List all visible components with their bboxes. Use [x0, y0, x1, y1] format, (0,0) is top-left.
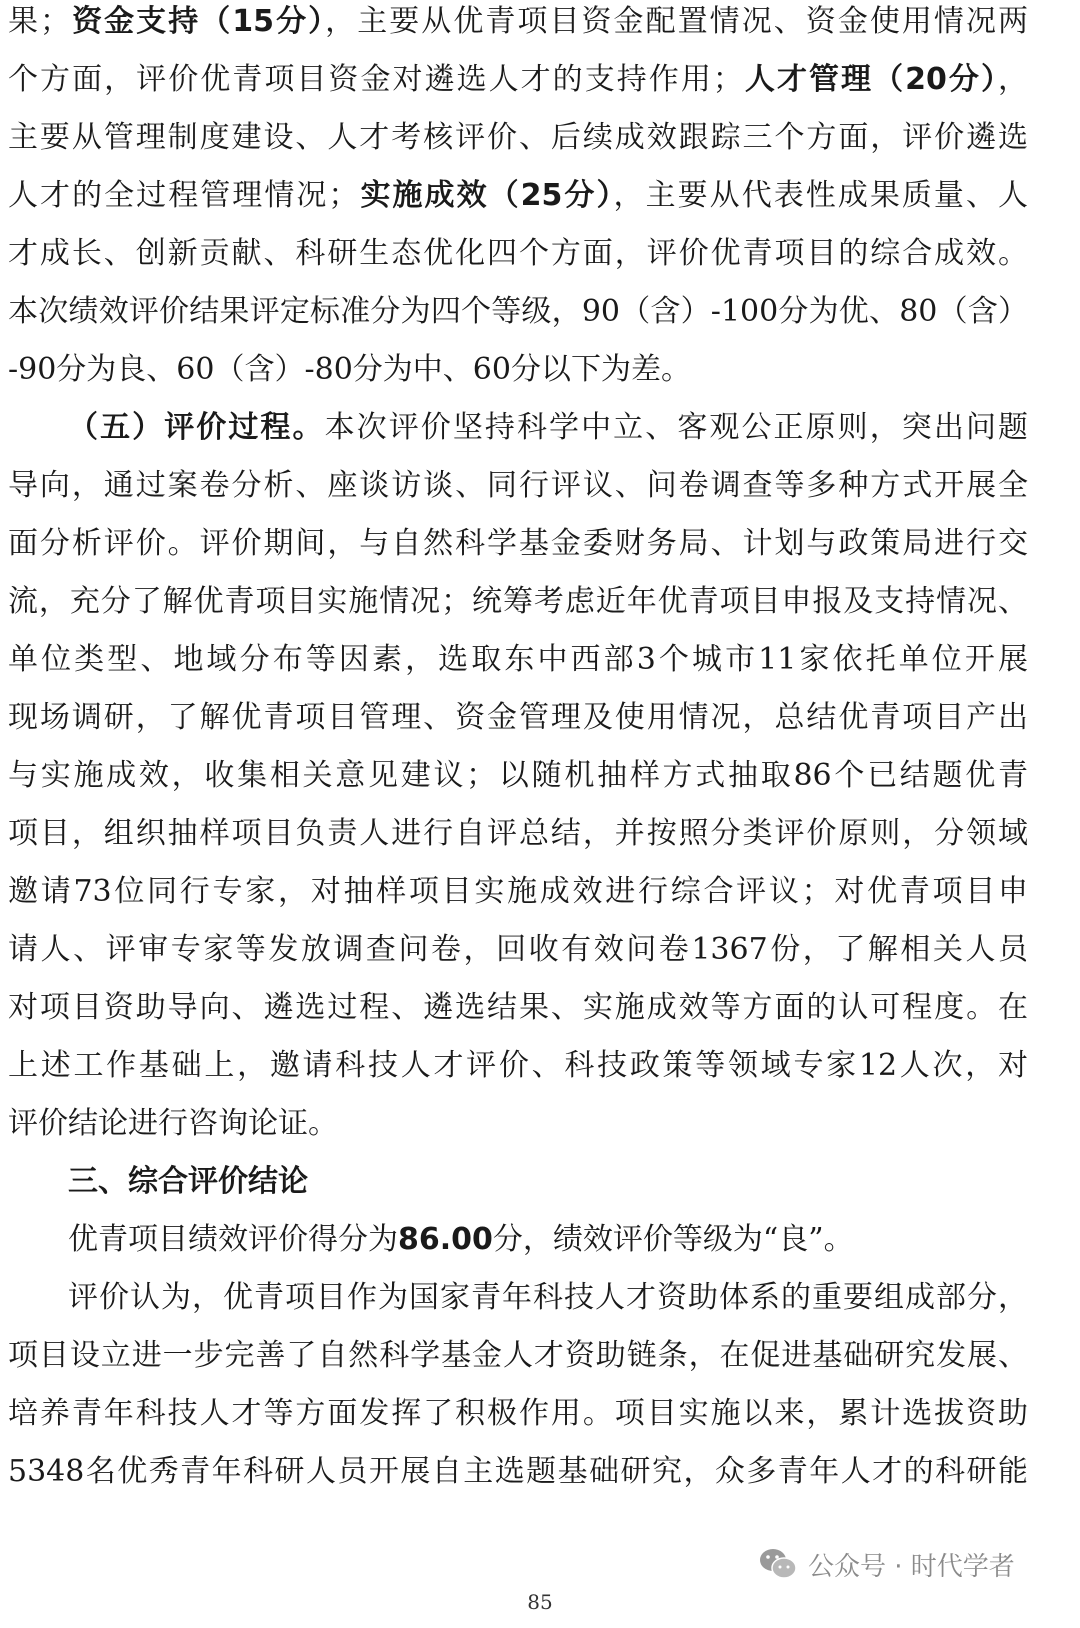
watermark	[758, 1542, 1015, 1586]
bold-text: 86.00	[398, 1222, 493, 1257]
bold-text: 三、综合评价结论	[68, 1164, 308, 1199]
bold-text: 资金支持（15分）	[70, 4, 326, 39]
text-span: 面分析评价。评价期间，与自然科学基金委财务局、计划与政策局进行交	[8, 526, 1028, 561]
text-line	[8, 350, 1028, 390]
text-span: ，主要从代表性成果质量、人	[613, 178, 1029, 213]
text-span: 5348名优秀青年科研人员开展自主选题基础研究，众多青年人才的科研能	[8, 1454, 1028, 1489]
text-span: -90分为良、60（含）-80分为中、60分以下为差。	[8, 352, 691, 387]
text-line	[68, 1278, 1028, 1318]
text-span: 邀请73位同行专家，对抽样项目实施成效进行综合评议；对优青项目申	[8, 874, 1028, 909]
text-span: 分，绩效评价等级为“良”。	[492, 1222, 854, 1257]
bold-text: （五）评价过程。	[68, 410, 325, 445]
text-line	[8, 930, 1028, 970]
text-line	[8, 60, 1028, 100]
text-span: 人才的全过程管理情况；	[8, 178, 359, 213]
text-line	[8, 1104, 1028, 1144]
text-span: 与实施成效，收集相关意见建议；以随机抽样方式抽取86个已结题优青	[8, 758, 1028, 793]
page-number: 85	[527, 1590, 553, 1614]
text-span: 流，充分了解优青项目实施情况；统筹考虑近年优青项目申报及支持情况、	[8, 584, 1028, 619]
text-span: 导向，通过案卷分析、座谈访谈、同行评议、问卷调查等多种方式开展全	[8, 468, 1028, 503]
text-line	[8, 1394, 1028, 1434]
text-line	[68, 408, 1028, 448]
text-span: 果；	[8, 4, 71, 39]
text-line	[8, 292, 1028, 332]
bold-text: 实施成效（25分）	[358, 178, 614, 213]
text-line	[8, 640, 1028, 680]
text-span: 本次绩效评价结果评定标准分为四个等级，90（含）-100分为优、80（含）	[8, 294, 1028, 329]
text-line	[8, 524, 1028, 564]
text-line	[8, 988, 1028, 1028]
text-span: 现场调研，了解优青项目管理、资金管理及使用情况，总结优青项目产出	[8, 700, 1028, 735]
watermark-text: 公众号 · 时代学者	[808, 1551, 1015, 1582]
text-span: 项目设立进一步完善了自然科学基金人才资助链条，在促进基础研究发展、	[8, 1338, 1028, 1373]
text-span: ，	[998, 62, 1029, 97]
text-line	[8, 466, 1028, 506]
text-span: 评价结论进行咨询论证。	[8, 1106, 338, 1141]
text-line	[8, 1336, 1028, 1376]
text-span: 才成长、创新贡献、科研生态优化四个方面，评价优青项目的综合成效。	[8, 236, 1028, 271]
text-line	[8, 582, 1028, 622]
text-line	[8, 234, 1028, 274]
text-span: 请人、评审专家等发放调查问卷，回收有效问卷1367份，了解相关人员	[8, 932, 1028, 967]
text-line	[8, 872, 1028, 912]
text-span: 优青项目绩效评价得分为	[68, 1222, 398, 1257]
text-span: 主要从管理制度建设、人才考核评价、后续成效跟踪三个方面，评价遴选	[8, 120, 1028, 155]
text-line	[8, 756, 1028, 796]
bold-text: 人才管理（20分）	[742, 62, 999, 97]
text-span: 个方面，评价优青项目资金对遴选人才的支持作用；	[8, 62, 743, 97]
text-line	[68, 1220, 1028, 1260]
text-span: 本次评价坚持科学中立、客观公正原则，突出问题	[324, 410, 1029, 445]
text-span: ，主要从优青项目资金配置情况、资金使用情况两	[325, 4, 1029, 39]
text-line	[8, 176, 1028, 216]
text-line	[8, 1452, 1028, 1492]
text-line	[8, 1046, 1028, 1086]
text-span: 评价认为，优青项目作为国家青年科技人才资助体系的重要组成部分，	[68, 1280, 1028, 1315]
text-span: 对项目资助导向、遴选过程、遴选结果、实施成效等方面的认可程度。在	[8, 990, 1028, 1025]
text-line	[8, 814, 1028, 854]
text-span: 单位类型、地域分布等因素，选取东中西部3个城市11家依托单位开展	[8, 642, 1028, 677]
text-line	[8, 118, 1028, 158]
text-span: 上述工作基础上，邀请科技人才评价、科技政策等领域专家12人次，对	[8, 1048, 1028, 1083]
text-span: 项目，组织抽样项目负责人进行自评总结，并按照分类评价原则，分领域	[8, 816, 1028, 851]
text-line	[8, 2, 1028, 42]
wechat-icon	[758, 1546, 798, 1582]
section-heading	[68, 1162, 1028, 1202]
text-line	[8, 698, 1028, 738]
text-span: 培养青年科技人才等方面发挥了积极作用。项目实施以来，累计选拔资助	[8, 1396, 1028, 1431]
